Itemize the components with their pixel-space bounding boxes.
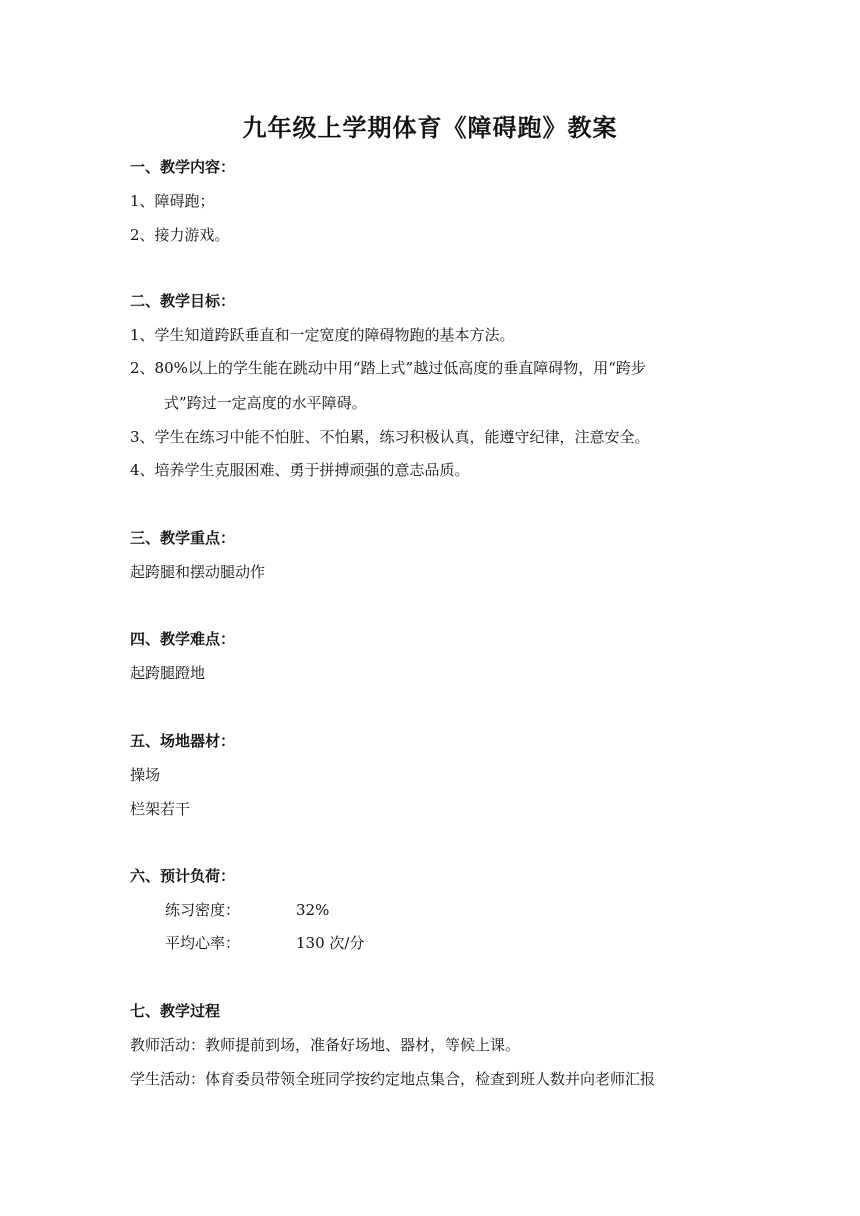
content-item: 2、接力游戏。 — [130, 226, 230, 244]
section-heading-goals: 二、教学目标： — [130, 292, 236, 310]
goal-item: 1、学生知道跨跃垂直和一定宽度的障碍物跑的基本方法。 — [130, 326, 515, 344]
process-item: 教师活动：教师提前到场，准备好场地、器材，等候上课。 — [130, 1036, 521, 1054]
content-item: 1、障碍跑； — [130, 192, 215, 210]
goal-item: 3、学生在练习中能不怕脏、不怕累，练习积极认真，能遵守纪律，注意安全。 — [130, 428, 650, 446]
key-points-text: 起跨腿和摆动腿动作 — [130, 563, 266, 581]
process-item: 学生活动：体育委员带领全班同学按约定地点集合，检查到班人数并向老师汇报 — [130, 1070, 656, 1088]
load-value: 130 次/分 — [296, 934, 365, 952]
equipment-item: 操场 — [130, 766, 161, 784]
page-title: 九年级上学期体育《障碍跑》教案 — [242, 113, 618, 142]
load-label: 平均心率： — [165, 934, 241, 952]
equipment-item: 栏架若干 — [130, 800, 191, 818]
load-row — [165, 900, 329, 920]
section-heading-load: 六、预计负荷： — [130, 867, 236, 885]
section-heading-content: 一、教学内容： — [130, 158, 236, 176]
section-heading-difficulties: 四、教学难点： — [130, 630, 236, 648]
load-value: 32% — [296, 901, 330, 919]
goal-item: 2、80%以上的学生能在跳动中用“踏上式”越过低高度的垂直障碍物，用“跨步 — [130, 359, 646, 377]
difficulties-text: 起跨腿蹬地 — [130, 664, 206, 682]
section-heading-key-points: 三、教学重点： — [130, 529, 236, 547]
goal-item: 4、培养学生克服困难、勇于拼搏顽强的意志品质。 — [130, 461, 470, 479]
load-label: 练习密度： — [165, 901, 241, 919]
goal-item-continuation: 式”跨过一定高度的水平障碍。 — [164, 394, 367, 412]
section-heading-equipment: 五、场地器材： — [130, 732, 236, 750]
load-row — [165, 933, 364, 953]
section-heading-process: 七、教学过程 — [130, 1002, 221, 1020]
